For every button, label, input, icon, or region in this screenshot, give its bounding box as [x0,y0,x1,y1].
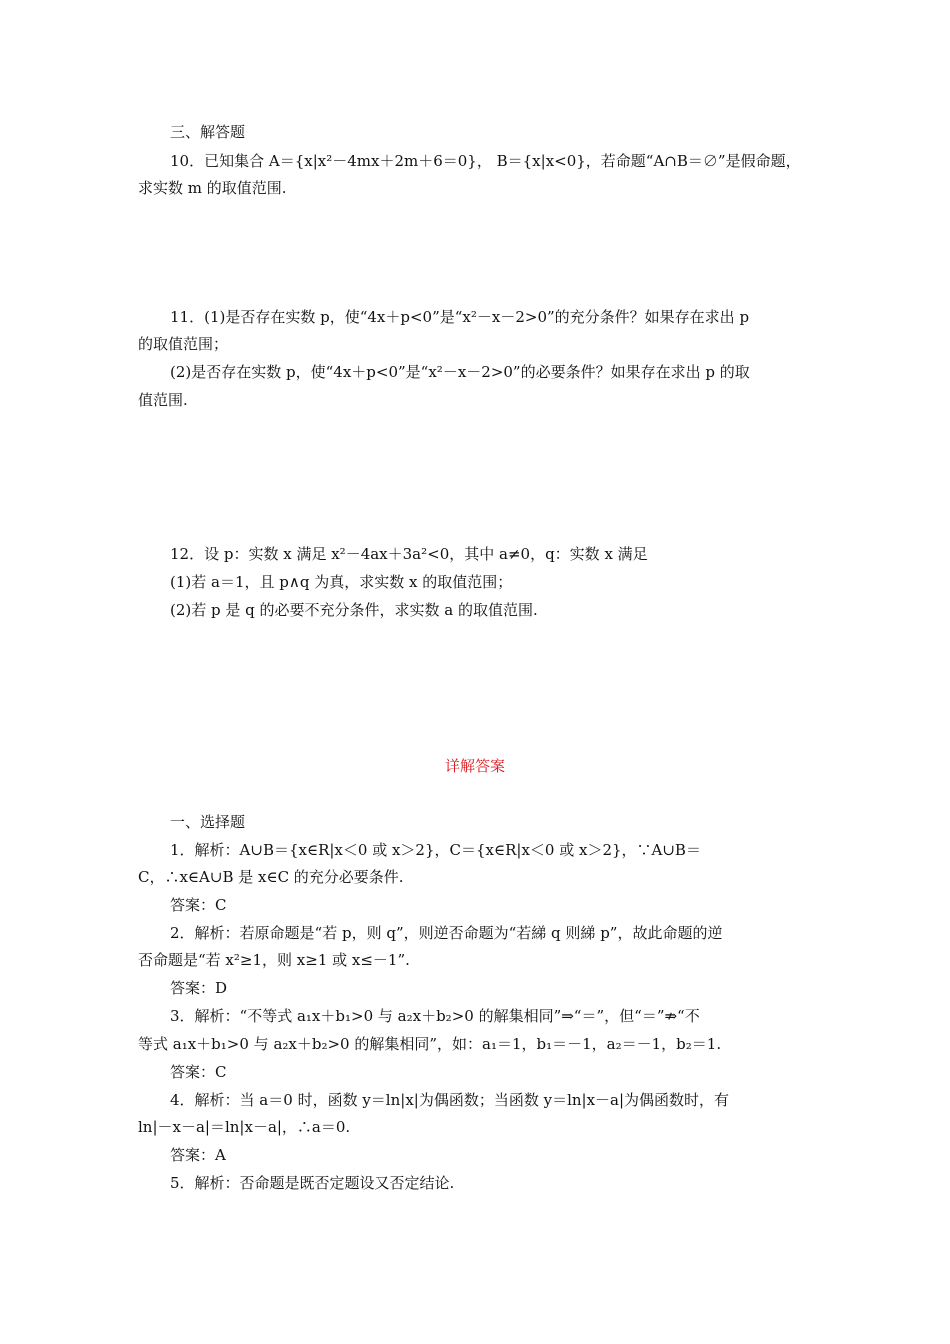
question-12-line-1: 12．设 p：实数 x 满足 x²－4ax＋3a²<0，其中 a≠0，q：实数 x 满足 [170,545,648,563]
question-11-line-2: 的取值范围； [138,335,229,353]
answer-3-line-1: 3．解析：“不等式 a₁x＋b₁>0 与 a₂x＋b₂>0 的解集相同”⇒“＝”，但“＝”⇏“不 [170,1007,700,1025]
answer-3-line-2: 等式 a₁x＋b₁>0 与 a₂x＋b₂>0 的解集相同”，如：a₁＝1，b₁＝－1，a₂＝－1，b₂＝1. [138,1035,722,1053]
answer-2-line-2: 否命题是“若 x²≥1，则 x≥1 或 x≤－1”. [138,951,410,969]
question-11-line-4: 值范围. [138,391,188,409]
answers-title: 详解答案 [444,757,505,775]
question-12-line-3: (2)若 p 是 q 的必要不充分条件，求实数 a 的取值范围. [170,601,538,619]
answer-3-result: 答案：C [170,1063,227,1081]
answer-1-line-1: 1．解析：A∪B＝{x∈R|x＜0 或 x＞2}，C＝{x∈R|x＜0 或 x＞2}，∵A∪B＝ [170,841,701,859]
answer-4-result: 答案：A [170,1146,226,1164]
answer-2-line-1: 2．解析：若原命题是“若 p，则 q”，则逆否命题为“若綈 q 则綈 p”，故此命题的逆 [170,924,723,942]
answer-5-line-1: 5．解析：否命题是既否定题设又否定结论. [170,1174,455,1192]
answer-4-line-1: 4．解析：当 a＝0 时，函数 y＝ln|x|为偶函数；当函数 y＝ln|x－a|为偶函数时，有 [170,1091,730,1109]
answer-1-line-2: C，∴x∈A∪B 是 x∈C 的充分必要条件. [138,868,404,886]
answer-2-result: 答案：D [170,979,228,997]
question-11-line-3: (2)是否存在实数 p，使“4x＋p<0”是“x²－x－2>0”的必要条件？如果存在求出 p 的取 [170,363,750,381]
question-10-line-2: 求实数 m 的取值范围. [138,179,287,197]
question-10-line-1: 10．已知集合 A＝{x|x²－4mx＋2m＋6＝0}， B＝{x|x<0}，若命题“A∩B＝∅”是假命题， [170,152,801,170]
section-heading-answer-questions: 三、解答题 [170,123,246,141]
answer-1-result: 答案：C [170,896,227,914]
question-11-line-1: 11．(1)是否存在实数 p，使“4x＋p<0”是“x²－x－2>0”的充分条件？如果存在求出 p [170,308,750,326]
question-12-line-2: (1)若 a＝1，且 p∧q 为真，求实数 x 的取值范围； [170,573,513,591]
answer-4-line-2: ln|－x－a|＝ln|x－a|，∴a＝0. [138,1118,351,1136]
section-heading-multiple-choice: 一、选择题 [170,813,246,831]
